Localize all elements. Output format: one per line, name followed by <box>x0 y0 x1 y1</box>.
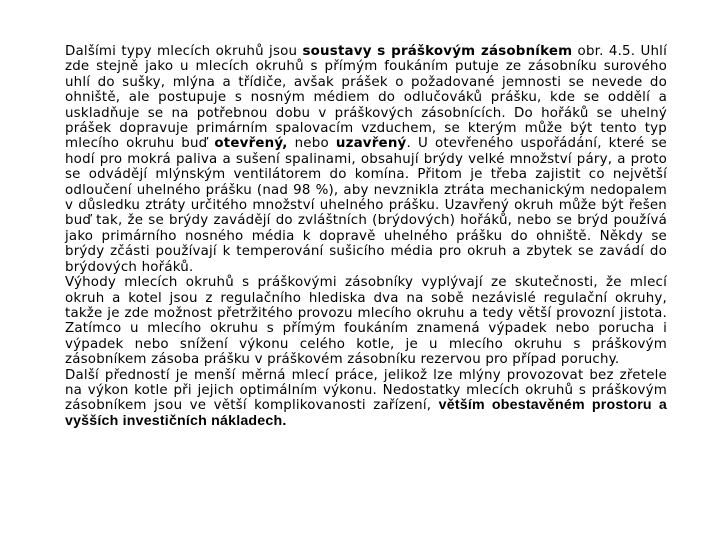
emphasis-drawbacks: větším obestavěném prostoru a vyšších investičních nákladech. <box>65 397 667 429</box>
text: Další předností je menší měrná mlecí práce, jelikož lze mlýny provozovat bez zřetele na výkon kotle při jejich optimálním výkonu. Nedostatky mlecích okruhů s práškovým zásobníkem jsou ve větší komplikovanosti zařízení, <box>65 367 667 414</box>
emphasis-powder-bin-systems: soustavy s práškovým zásobníkem <box>302 44 573 59</box>
paragraph-1 <box>65 44 667 275</box>
emphasis-open: otevřený, <box>214 136 288 152</box>
emphasis-closed: uzavřený <box>335 136 407 152</box>
paragraph-2: Výhody mlecích okruhů s práškovými zásobníky vyplývají ze skutečnosti, že mlecí okruh a kotel jsou z regulačního hlediska dva na sobě nezávislé regulační okruhy, takže je zde možnost přetržitého provozu mlecího okruhu a tedy větší provozní jistota. Zatímco u mlecího okruhu s přímým foukáním znamená výpadek nebo porucha i výpadek nebo snížení výkonu celého kotle, je u mlecího okruhu s práškovým zásobníkem zásoba prášku v práškovém zásobníku rezervou pro případ poruchy. <box>65 275 667 368</box>
text: Dalšími typy mlecích okruhů jsou <box>65 44 303 59</box>
text: nebo <box>287 136 336 152</box>
text: obr. 4.5. Uhlí zde stejně jako u mlecích okruhů s přímým foukáním putuje ze zásobníku surového uhlí do sušky, mlýna a třídiče, avšak prášek o požadované jemnosti se nevede do ohniště, ale postupuje s nosným médiem do odlučováků prášku, kde se oddělí a uskladňuje se na potřebnou dobu v práškových zásobnících. Do hořáků se uhelný prášek dopravuje primárním spalovacím vzduchem, se kterým může být tento typ mlecího okruhu buď <box>65 44 667 152</box>
text: . U otevřeného uspořádání, které se hodí pro mokrá paliva a sušení spalinami, obsahují brýdy velké množství páry, a proto se odvádějí mlýnským ventilátorem do komína. Přitom je třeba zajistit co největší odloučení uhelného prášku (nad 98 %), aby nevznikla ztráta mechanickým nedopalem v důsledku ztráty určitého množství uhelného prášku. Uzavřený okruh může být řešen buď tak, že se brýdy zavádějí do zvláštních (brýdových) hořáků, nebo se brýd používá jako primárního nosného média k dopravě uhelného prášku do ohniště. Někdy se brýdy zčásti používají k temperování sušicího média pro okruh a zbytek se zavádí do brýdových hořáků. <box>65 136 667 275</box>
paragraph-3 <box>65 368 667 430</box>
document-body <box>65 44 667 429</box>
